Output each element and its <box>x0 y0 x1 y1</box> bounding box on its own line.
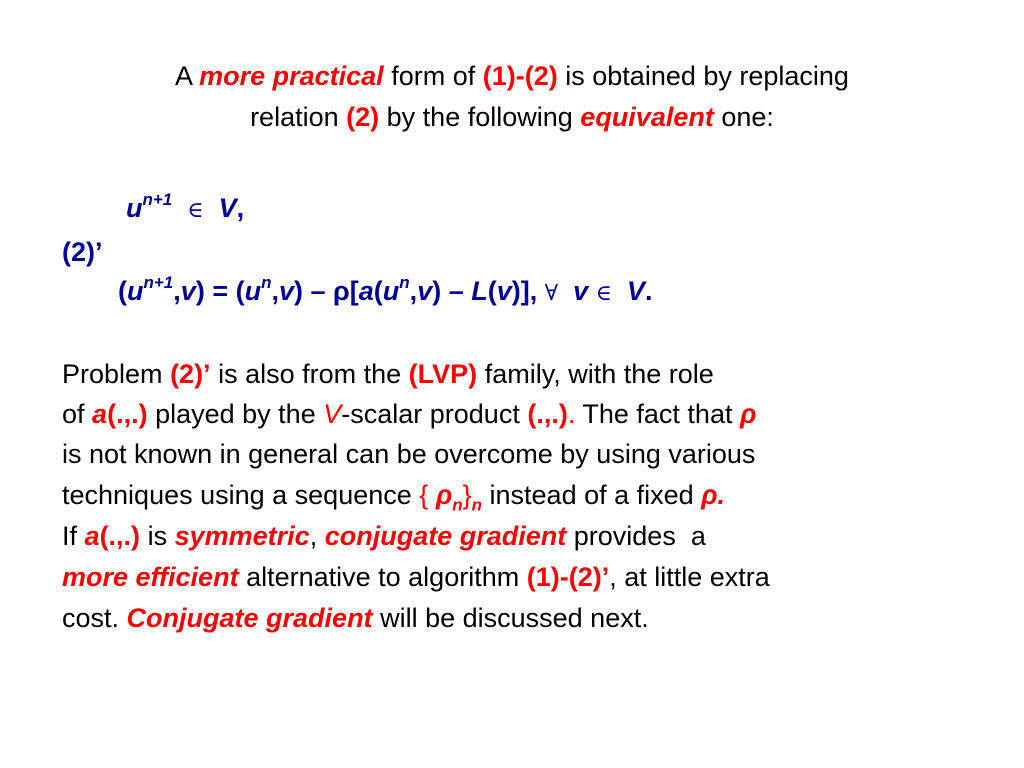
var-v: v <box>496 276 512 306</box>
superscript: n <box>261 273 272 292</box>
text: instead of a fixed <box>489 480 694 510</box>
text: by the following <box>386 102 573 132</box>
emphasis: conjugate gradient <box>324 521 567 551</box>
paragraph-line-3: is not known in general can be overcome by using various <box>62 439 756 469</box>
text: family, with the role <box>484 359 714 389</box>
reference: (2) <box>346 102 380 132</box>
punct: , <box>309 521 318 551</box>
text: -scalar product <box>341 399 520 429</box>
punct: . <box>567 399 576 429</box>
symbol: } <box>462 480 472 510</box>
forall-symbol: ∀ <box>544 281 559 306</box>
emphasis: more practical <box>199 61 384 91</box>
subscript: n <box>471 495 482 515</box>
reference: (1)-(2)’ <box>526 562 610 592</box>
symbol: ρ <box>435 480 453 510</box>
var-V: V <box>626 276 645 306</box>
symbol: (.,.) <box>99 521 141 551</box>
superscript: n+1 <box>143 273 174 292</box>
paragraph-line-4 <box>62 479 726 515</box>
symbol: ρ <box>701 480 718 510</box>
var-V: V <box>218 193 237 223</box>
var-u: u <box>382 276 400 306</box>
operator: ) = ( <box>195 276 245 306</box>
intro-line-1 <box>0 60 1024 92</box>
symbol: ρ <box>739 399 757 429</box>
text: techniques using a sequence <box>62 480 412 510</box>
paragraph-line-5 <box>62 520 706 552</box>
var-v: v <box>180 276 196 306</box>
text: is also from the <box>218 359 402 389</box>
symbol: a <box>92 399 108 429</box>
symbol: V <box>323 399 342 429</box>
symbol: a <box>84 521 100 551</box>
text: relation <box>250 102 339 132</box>
operator: ) – ρ[ <box>294 276 359 306</box>
text: will be discussed next. <box>380 603 649 633</box>
var-u: u <box>244 276 262 306</box>
punct: , <box>271 276 279 306</box>
text: The fact that <box>582 399 733 429</box>
text: provides a <box>573 521 706 551</box>
var-v: v <box>279 276 295 306</box>
symbol: { <box>419 480 429 510</box>
text: is obtained by replacing <box>565 61 849 91</box>
operator: )], <box>511 276 538 306</box>
operator: ) – <box>432 276 472 306</box>
paragraph-line-1 <box>62 358 714 390</box>
text: Problem <box>62 359 163 389</box>
text: is <box>147 521 168 551</box>
equation-line-2 <box>118 275 652 310</box>
punct: , <box>236 193 245 223</box>
text: alternative to algorithm <box>246 562 520 592</box>
punct: , <box>409 276 418 306</box>
var-v: v <box>573 276 589 306</box>
symbol: (.,.) <box>107 399 148 429</box>
text: one: <box>721 102 774 132</box>
emphasis: equivalent <box>580 102 714 132</box>
reference: (LVP) <box>408 359 478 389</box>
var-v: v <box>417 276 433 306</box>
punct: . <box>644 276 653 306</box>
text: If <box>62 521 78 551</box>
reference: (1)-(2) <box>482 61 558 91</box>
text: , at little extra <box>609 562 770 592</box>
paragraph-line-7 <box>62 602 649 634</box>
text: cost. <box>62 603 120 633</box>
punct: . <box>717 480 726 510</box>
reference: (2)’ <box>170 359 211 389</box>
var-u: u <box>126 193 143 223</box>
emphasis: Conjugate gradient <box>126 603 373 633</box>
text: of <box>62 399 85 429</box>
paren: ( <box>487 276 497 306</box>
paragraph-line-2 <box>62 398 756 430</box>
symbol: (.,.) <box>527 399 568 429</box>
var-u: u <box>127 276 144 306</box>
var-L: L <box>471 276 488 306</box>
equation-label: (2)’ <box>62 237 103 267</box>
var-a: a <box>358 276 374 306</box>
text: form of <box>391 61 476 91</box>
superscript: n+1 <box>142 190 173 209</box>
emphasis: more efficient <box>62 562 239 592</box>
paren: ( <box>373 276 383 306</box>
paragraph-line-6 <box>62 561 770 593</box>
paren: ( <box>118 276 127 306</box>
text: played by the <box>155 399 316 429</box>
text: A <box>175 61 192 91</box>
punct: , <box>173 276 181 306</box>
superscript: n <box>399 273 410 292</box>
emphasis: symmetric <box>174 521 310 551</box>
equation-line-1 <box>126 192 244 227</box>
element-of-symbol: ∈ <box>595 281 612 306</box>
subscript: n <box>452 495 463 515</box>
element-of-symbol: ∈ <box>187 198 204 223</box>
intro-line-2 <box>0 101 1024 133</box>
